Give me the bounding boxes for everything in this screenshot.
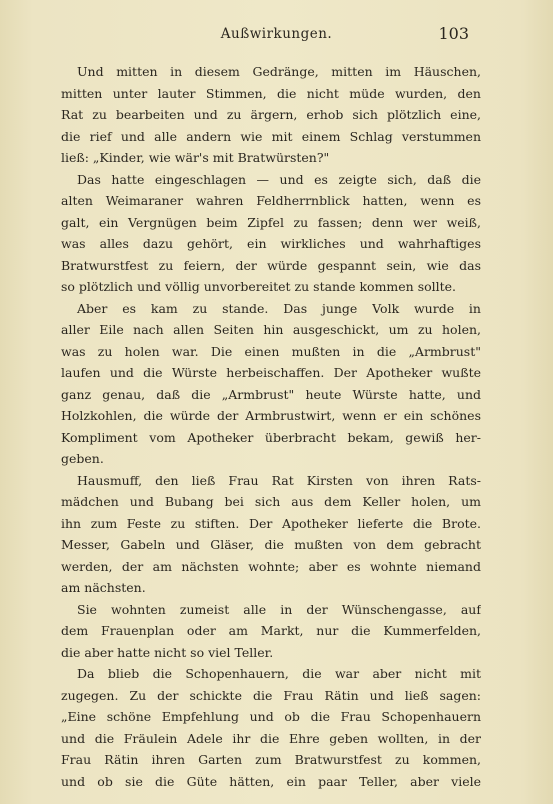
- text-line: und die Fräulein Adele ihr die Ehre geben wollten, in der: [61, 730, 481, 746]
- text-line: Holzkohlen, die würde der Armbrustwirt, wenn er ein schönes: [61, 408, 481, 423]
- text-line: die rief und alle andern wie mit einem Schlag verstummen: [61, 128, 481, 144]
- text-line: Hausmuff, den ließ Frau Rat Kirsten von ihren Rats-: [77, 472, 481, 488]
- text-line: mädchen und Bubang bei sich aus dem Keller holen, um: [61, 494, 481, 509]
- text-line: dem Frauenplan oder am Markt, nur die Kummerfelden,: [61, 623, 481, 638]
- text-line: Und mitten in diesem Gedränge, mitten im Häuschen,: [77, 64, 481, 79]
- running-title: Außwirkungen.: [220, 26, 333, 42]
- text-line: aller Eile nach allen Seiten hin ausgeschickt, um zu holen,: [61, 322, 481, 337]
- text-line: ganz genau, daß die „Armbrust" heute Würste hatte, und: [61, 386, 481, 402]
- text-line: Rat zu bearbeiten und zu ärgern, erhob sich plötzlich eine,: [61, 107, 481, 122]
- text-line: Messer, Gabeln und Gläser, die mußten von dem gebracht: [61, 537, 481, 552]
- text-line: Frau Rätin ihren Garten zum Bratwurstfest zu kommen,: [61, 752, 481, 767]
- text-line: die aber hatte nicht so viel Teller.: [61, 644, 274, 660]
- text-line: Sie wohnten zumeist alle in der Wünschengasse, auf: [77, 601, 481, 617]
- text-line: zugegen. Zu der schickte die Frau Rätin und ließ sagen:: [61, 687, 481, 703]
- text-line: ihn zum Feste zu stiften. Der Apotheker lieferte die Brote.: [61, 515, 481, 531]
- body-text: [61, 61, 481, 792]
- text-line: ließ: „Kinder, wie wär's mit Bratwürsten?": [61, 150, 330, 165]
- text-line: alten Weimaraner wahren Feldherrnblick hatten, wenn es: [61, 193, 481, 208]
- text-line: „Eine schöne Empfehlung und ob die Frau Schopenhauern: [61, 709, 481, 724]
- text-line: geben.: [61, 451, 104, 466]
- text-line: so plötzlich und völlig unvorbereitet zu stande kommen sollte.: [61, 279, 457, 294]
- text-line: laufen und die Würste herbeischaffen. Der Apotheker wußte: [61, 365, 481, 380]
- page-header: [0, 24, 553, 46]
- text-line: Bratwurstfest zu feiern, der würde gespannt sein, wie das: [61, 257, 481, 273]
- text-line: am nächsten.: [61, 580, 146, 595]
- page-number: 103: [438, 24, 469, 43]
- text-line: werden, der am nächsten wohnte; aber es wohnte niemand: [61, 558, 481, 574]
- text-line: Das hatte eingeschlagen — und es zeigte sich, daß die: [77, 171, 481, 187]
- text-line: Kompliment vom Apotheker überbracht bekam, gewiß her-: [61, 429, 481, 445]
- text-line: Aber es kam zu stande. Das junge Volk wurde in: [77, 300, 481, 316]
- text-line: galt, ein Vergnügen beim Zipfel zu fassen; denn wer weiß,: [61, 214, 481, 230]
- text-line: und ob sie die Güte hätten, ein paar Teller, aber viele: [61, 773, 481, 789]
- text-line: was alles dazu gehört, ein wirkliches und wahrhaftiges: [61, 236, 481, 251]
- text-line: Da blieb die Schopenhauern, die war aber nicht mit: [77, 666, 481, 681]
- text-line: mitten unter lauter Stimmen, die nicht müde wurden, den: [61, 85, 481, 101]
- text-line: was zu holen war. Die einen mußten in die „Armbrust": [61, 343, 481, 359]
